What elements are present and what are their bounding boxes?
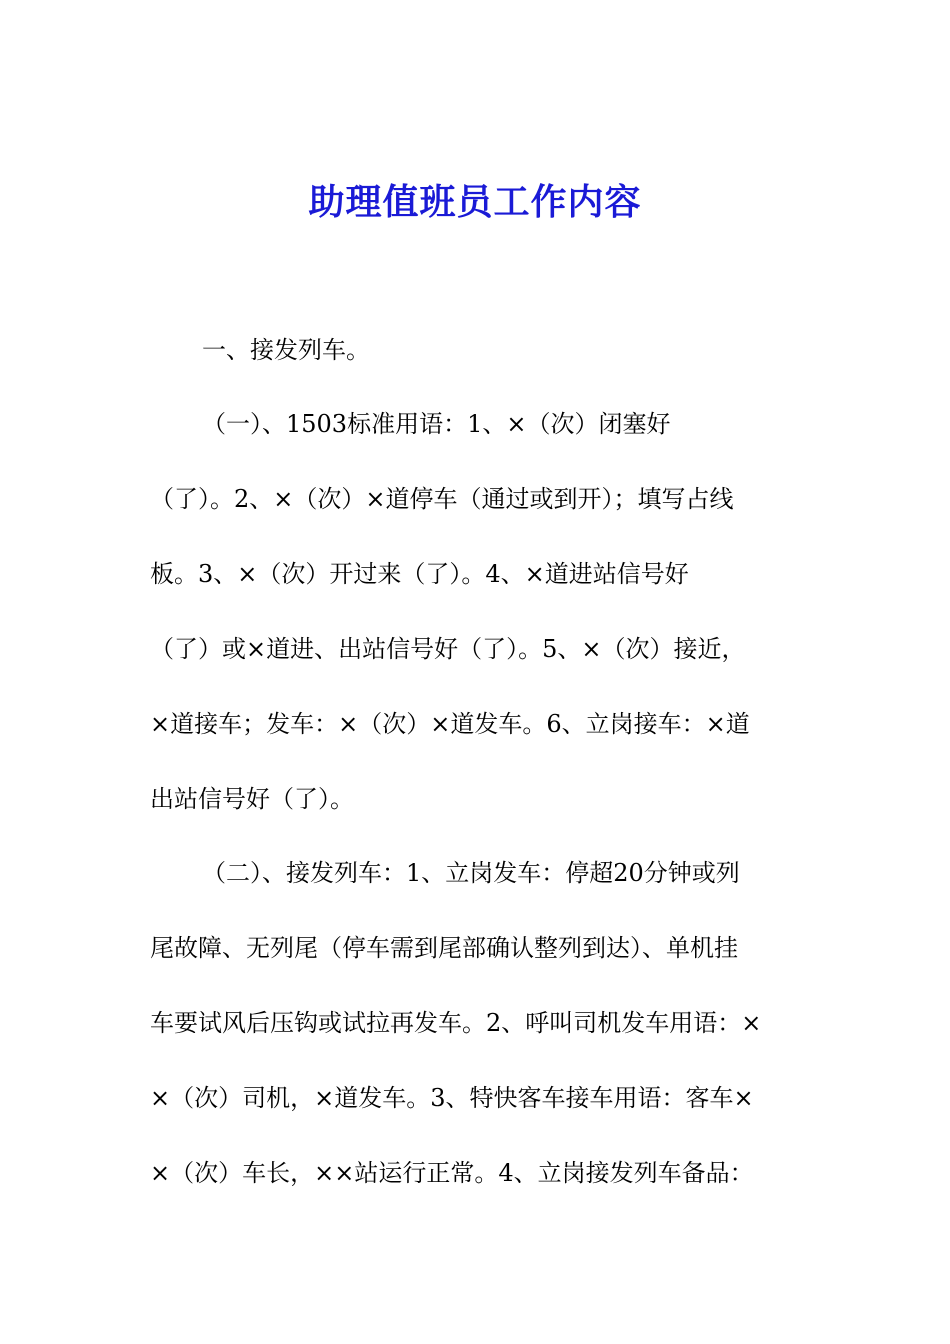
paragraph-line: 尾故障、无列尾（停车需到尾部确认整列到达）、单机挂	[150, 934, 738, 962]
paragraph-line: （二）、接发列车：1、立岗发车：停超20分钟或列	[202, 859, 740, 887]
paragraph-line: （一）、1503标准用语：1、×（次）闭塞好	[202, 410, 671, 438]
paragraph-line: 车要试风后压钩或试拉再发车。2、呼叫司机发车用语：×	[150, 1009, 762, 1037]
paragraph-line: ×（次）司机，×道发车。3、特快客车接车用语：客车×	[150, 1084, 754, 1112]
document-title: 助理值班员工作内容	[308, 181, 642, 223]
paragraph-line: ×（次）车长，××站运行正常。4、立岗接发列车备品：	[150, 1159, 754, 1187]
section-heading: 一、接发列车。	[202, 336, 370, 364]
paragraph-line: 出站信号好（了）。	[150, 785, 354, 813]
paragraph-line: （了）或×道进、出站信号好（了）。5、×（次）接近，	[150, 635, 746, 663]
paragraph-line: ×道接车；发车：×（次）×道发车。6、立岗接车：×道	[150, 710, 750, 738]
paragraph-line: 板。3、×（次）开过来（了）。4、×道进站信号好	[150, 560, 689, 588]
paragraph-line: （了）。2、×（次）×道停车（通过或到开）；填写占线	[150, 485, 734, 513]
